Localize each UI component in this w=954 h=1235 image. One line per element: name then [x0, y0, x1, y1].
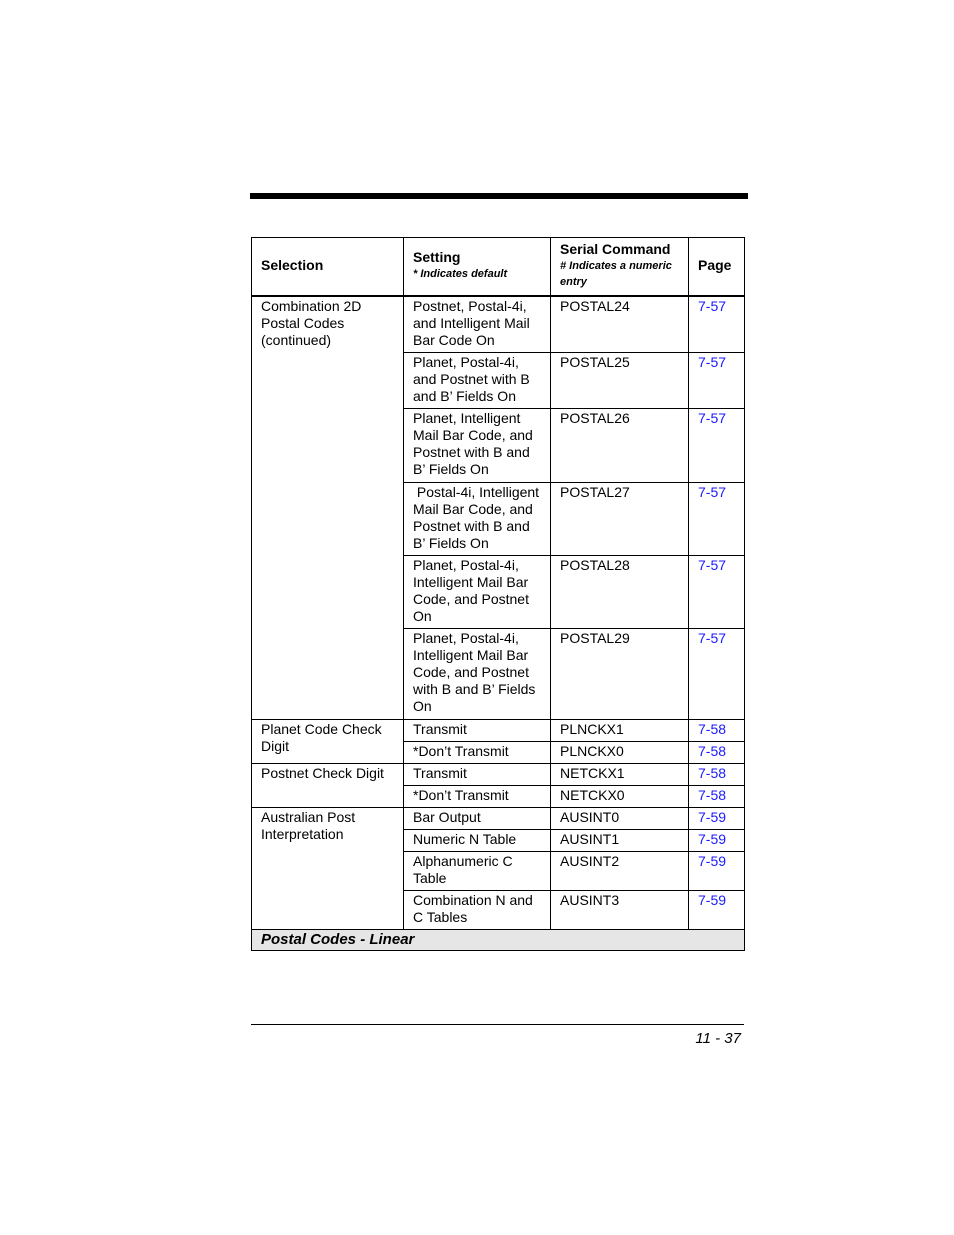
page-link[interactable]: 7-57: [698, 409, 727, 426]
setting-cell: Postnet, Postal-4i, and Intelligent Mail Bar Code On: [404, 296, 551, 353]
page-link[interactable]: 7-59: [698, 891, 727, 908]
setting-cell: Transmit: [404, 719, 551, 741]
page-cell: [689, 829, 745, 851]
command-cell: PLNCKX1: [551, 719, 689, 741]
selection-cell: Combination 2D Postal Codes (continued): [252, 296, 404, 720]
page-cell: [689, 890, 745, 929]
setting-cell: Combination N and C Tables: [404, 890, 551, 929]
command-cell: POSTAL29: [551, 628, 689, 719]
page-cell: [689, 408, 745, 482]
table-footer-title: Postal Codes - Linear: [252, 929, 745, 950]
page-link[interactable]: 7-59: [698, 852, 727, 869]
selection-cell: Planet Code Check Digit: [252, 719, 404, 763]
command-cell: POSTAL27: [551, 482, 689, 555]
setting-cell: Planet, Postal-4i, and Postnet with B and B’ Fields On: [404, 352, 551, 408]
setting-cell: Bar Output: [404, 807, 551, 829]
setting-cell: Postal-4i, Intelligent Mail Bar Code, and Postnet with B and B’ Fields On: [404, 482, 551, 555]
command-cell: POSTAL25: [551, 352, 689, 408]
page-cell: [689, 628, 745, 719]
page-link[interactable]: 7-57: [698, 353, 727, 370]
serial-note: # Indicates a numeric entry: [560, 260, 672, 289]
table-footer-row: [252, 929, 745, 950]
header-page: Page: [689, 238, 745, 296]
page-link[interactable]: 7-57: [698, 483, 727, 500]
header-setting: Setting * Indicates default: [404, 238, 551, 296]
page-cell: [689, 763, 745, 785]
page-link[interactable]: 7-57: [698, 297, 727, 314]
page-cell: [689, 719, 745, 741]
header-row: [252, 238, 745, 296]
command-cell: AUSINT1: [551, 829, 689, 851]
page-link[interactable]: 7-59: [698, 808, 727, 825]
command-cell: AUSINT2: [551, 851, 689, 890]
page-link[interactable]: 7-59: [698, 830, 727, 847]
page-link[interactable]: 7-57: [698, 629, 727, 646]
page-link[interactable]: 7-58: [698, 764, 727, 781]
setting-cell: Numeric N Table: [404, 829, 551, 851]
table-row: [252, 807, 745, 829]
command-cell: AUSINT3: [551, 890, 689, 929]
table-row: [252, 296, 745, 353]
setting-cell: *Don’t Transmit: [404, 741, 551, 763]
page-cell: [689, 296, 745, 353]
page-cell: [689, 482, 745, 555]
command-cell: AUSINT0: [551, 807, 689, 829]
page-link[interactable]: 7-58: [698, 786, 727, 803]
command-cell: NETCKX0: [551, 785, 689, 807]
top-rule: [250, 193, 748, 199]
command-cell: POSTAL24: [551, 296, 689, 353]
bottom-rule: [251, 1024, 744, 1025]
page-cell: [689, 807, 745, 829]
setting-cell: Planet, Postal-4i, Intelligent Mail Bar Code, and Postnet On: [404, 555, 551, 628]
setting-cell: Planet, Postal-4i, Intelligent Mail Bar Code, and Postnet with B and B’ Fields On: [404, 628, 551, 719]
page-link[interactable]: 7-58: [698, 720, 727, 737]
table-row: [252, 763, 745, 785]
page-number: 11 - 37: [695, 1030, 741, 1047]
command-cell: POSTAL28: [551, 555, 689, 628]
page-cell: [689, 851, 745, 890]
setting-cell: Transmit: [404, 763, 551, 785]
setting-cell: Planet, Intelligent Mail Bar Code, and Postnet with B and B’ Fields On: [404, 408, 551, 482]
page-link[interactable]: 7-58: [698, 742, 727, 759]
command-cell: PLNCKX0: [551, 741, 689, 763]
table-row: [252, 719, 745, 741]
header-selection: Selection: [252, 238, 404, 296]
command-cell: POSTAL26: [551, 408, 689, 482]
selection-cell: Postnet Check Digit: [252, 763, 404, 807]
serial-command-table: [251, 237, 745, 951]
page-cell: [689, 555, 745, 628]
page-cell: [689, 741, 745, 763]
selection-cell: Australian Post Interpretation: [252, 807, 404, 929]
setting-cell: *Don’t Transmit: [404, 785, 551, 807]
setting-cell: Alphanumeric C Table: [404, 851, 551, 890]
page-cell: [689, 785, 745, 807]
setting-note: * Indicates default: [413, 268, 508, 281]
header-serial-command: Serial Command # Indicates a numeric entry: [551, 238, 689, 296]
page-cell: [689, 352, 745, 408]
command-cell: NETCKX1: [551, 763, 689, 785]
page-link[interactable]: 7-57: [698, 556, 727, 573]
